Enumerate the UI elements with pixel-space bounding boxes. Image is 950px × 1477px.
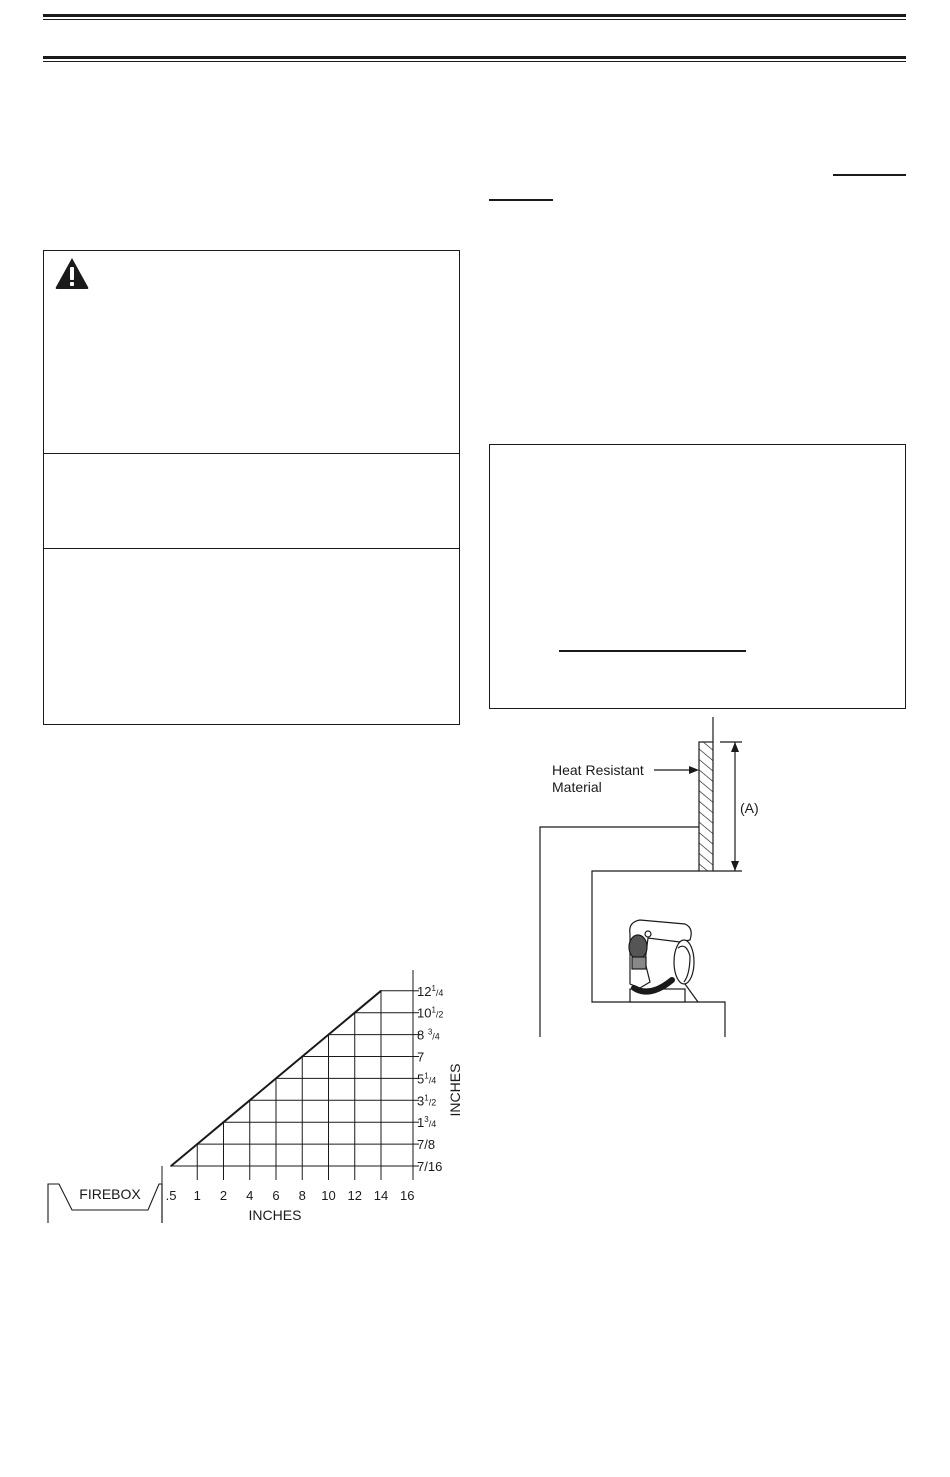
clearance-point bbox=[380, 990, 382, 992]
y-tick-label: $1^3_{/4}$ bbox=[417, 1115, 437, 1131]
notice-box bbox=[489, 444, 906, 709]
clearance-point bbox=[196, 1143, 198, 1145]
y-tick-label: $12^1_{/4}$ bbox=[417, 983, 444, 999]
firebox-opening bbox=[592, 871, 725, 1037]
x-tick-label: 16 bbox=[400, 1188, 415, 1203]
y-tick-label: 7/8 bbox=[417, 1137, 436, 1153]
y-tick-label: 7 bbox=[417, 1049, 425, 1065]
y-tick-label: 7/16 bbox=[417, 1159, 443, 1174]
clearance-point bbox=[301, 1056, 303, 1058]
y-tick-label: $10^1_{/2}$ bbox=[417, 1005, 444, 1021]
x-tick-label: 6 bbox=[272, 1188, 280, 1203]
underline-fragment bbox=[833, 174, 906, 176]
y-tick-label: $5^1_{/4}$ bbox=[417, 1071, 437, 1087]
clearance-point bbox=[328, 1034, 330, 1036]
y-tick-label: 8 $^3_{/4}$ bbox=[417, 1027, 440, 1043]
clearance-point bbox=[354, 1012, 356, 1014]
x-tick-label: 14 bbox=[373, 1188, 389, 1203]
material-label-line2: Material bbox=[552, 779, 602, 795]
heat-resistant-strip bbox=[699, 742, 713, 871]
clearance-point bbox=[249, 1100, 251, 1102]
warning-box bbox=[43, 250, 460, 725]
chart-grid bbox=[162, 970, 413, 1223]
y-axis-label: INCHES bbox=[447, 1063, 463, 1117]
x-axis-label: INCHES bbox=[248, 1207, 302, 1223]
y-tick-label: $3^1_{/2}$ bbox=[417, 1093, 437, 1109]
clearance-point bbox=[170, 1165, 172, 1167]
x-tick-label: 12 bbox=[347, 1188, 362, 1203]
arrow-head-down bbox=[731, 861, 739, 871]
warning-triangle-icon bbox=[54, 256, 90, 290]
material-label-line1: Heat Resistant bbox=[552, 762, 644, 778]
x-tick-label: 10 bbox=[321, 1188, 336, 1203]
mantel-clearance-diagram bbox=[530, 712, 810, 1042]
x-tick-label: 1 bbox=[193, 1188, 201, 1203]
x-tick-label: 2 bbox=[219, 1188, 228, 1203]
x-tick-label: .5 bbox=[165, 1188, 177, 1203]
clearance-chart bbox=[40, 962, 510, 1232]
warning-box-divider bbox=[44, 453, 459, 454]
warning-box-divider bbox=[44, 548, 459, 549]
clearance-point bbox=[223, 1121, 225, 1123]
header-rule-top bbox=[43, 14, 906, 20]
x-tick-label: 8 bbox=[298, 1188, 306, 1203]
notice-underline bbox=[559, 650, 746, 652]
underline-fragment bbox=[489, 199, 553, 201]
clearance-point bbox=[275, 1078, 277, 1080]
arrow-head-up bbox=[731, 742, 739, 752]
dimension-label: (A) bbox=[740, 800, 759, 816]
header-rule-bottom bbox=[43, 56, 906, 62]
heater-illustration bbox=[629, 920, 698, 1002]
leader-arrow-head bbox=[689, 766, 699, 774]
firebox-label: FIREBOX bbox=[79, 1186, 141, 1202]
x-tick-label: 4 bbox=[246, 1188, 254, 1203]
